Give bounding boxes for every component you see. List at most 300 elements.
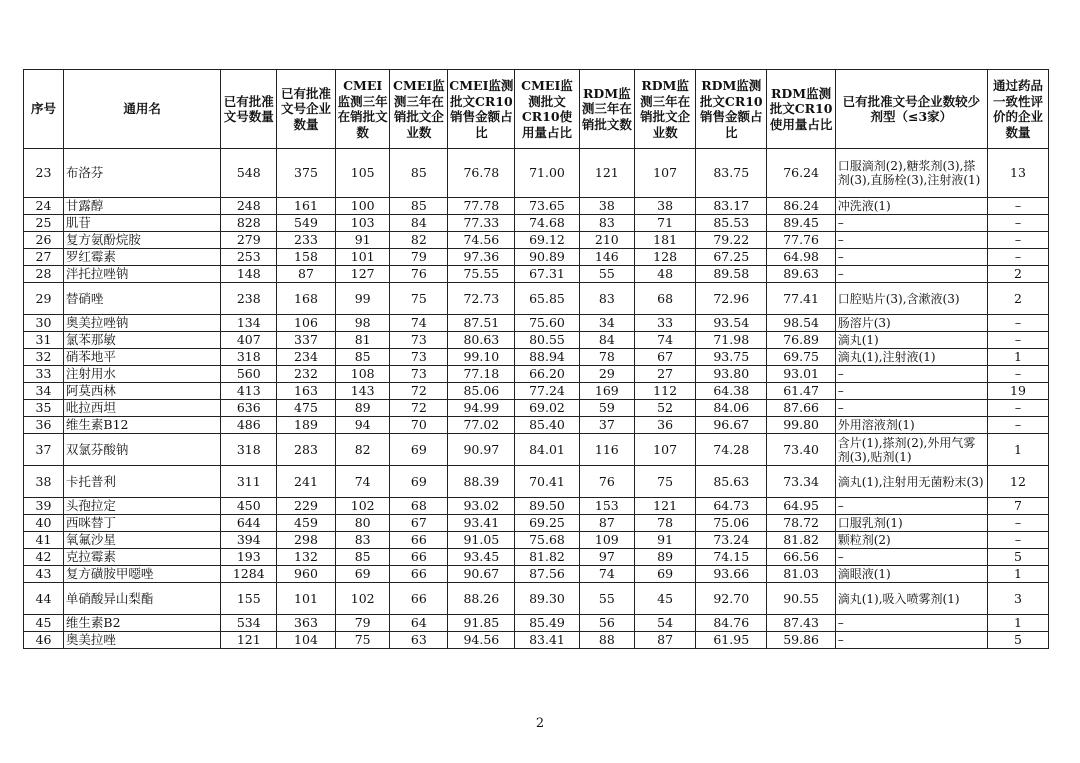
table-cell: 单硝酸异山梨酯 [63, 583, 221, 615]
table-cell: 滴眼液(1) [835, 566, 987, 583]
table-cell: 2 [987, 283, 1048, 315]
table-cell: 肌苷 [63, 215, 221, 232]
table-cell: 77.33 [448, 215, 515, 232]
table-cell: – [835, 615, 987, 632]
table-cell: 363 [277, 615, 336, 632]
table-row [24, 632, 1049, 649]
table-cell: 39 [24, 498, 64, 515]
table-cell: 66.20 [515, 366, 579, 383]
table-cell: 30 [24, 315, 64, 332]
table-cell: 87 [635, 632, 696, 649]
table-cell: 61.47 [767, 383, 835, 400]
table-cell: 西咪替丁 [63, 515, 221, 532]
table-row [24, 466, 1049, 498]
table-cell: 73 [390, 332, 448, 349]
header-cell: 序号 [24, 70, 64, 149]
table-cell: 7 [987, 498, 1048, 515]
table-cell: 阿莫西林 [63, 383, 221, 400]
table-cell: 59 [579, 400, 635, 417]
table-cell: 64.38 [696, 383, 767, 400]
table-cell: 75.06 [696, 515, 767, 532]
table-cell: 口服乳剂(1) [835, 515, 987, 532]
table-cell: 87.43 [767, 615, 835, 632]
table-cell: 罗红霉素 [63, 249, 221, 266]
table-cell: 97 [579, 549, 635, 566]
table-cell: 86.24 [767, 198, 835, 215]
table-cell: 氯苯那敏 [63, 332, 221, 349]
table-cell: 69 [390, 466, 448, 498]
table-cell: 48 [635, 266, 696, 283]
table-cell: 头孢拉定 [63, 498, 221, 515]
table-cell: 66 [390, 566, 448, 583]
table-cell: 73 [390, 349, 448, 366]
table-cell: 106 [277, 315, 336, 332]
table-cell: 93.01 [767, 366, 835, 383]
data-table [23, 69, 1049, 649]
table-cell: 克拉霉素 [63, 549, 221, 566]
table-cell: 83.75 [696, 149, 767, 198]
header-cell: RDM监测批文CR10使用量占比 [767, 70, 835, 149]
table-cell: – [835, 632, 987, 649]
table-cell: 83 [335, 532, 390, 549]
header-cell: RDM监测批文CR10销售金额占比 [696, 70, 767, 149]
table-cell: 85.53 [696, 215, 767, 232]
table-cell: 88.94 [515, 349, 579, 366]
table-row [24, 566, 1049, 583]
table-cell: 滴丸(1),注射用无菌粉末(3) [835, 466, 987, 498]
table-cell: 注射用水 [63, 366, 221, 383]
table-cell: 99.80 [767, 417, 835, 434]
table-cell: 奥美拉唑钠 [63, 315, 221, 332]
table-cell: 33 [24, 366, 64, 383]
table-cell: 72 [390, 383, 448, 400]
table-row [24, 515, 1049, 532]
table-cell: 107 [635, 434, 696, 466]
table-cell: 298 [277, 532, 336, 549]
table-cell: 19 [987, 383, 1048, 400]
table-row [24, 149, 1049, 198]
table-cell: 337 [277, 332, 336, 349]
table-cell: 硝苯地平 [63, 349, 221, 366]
table-cell: 90.55 [767, 583, 835, 615]
table-cell: 63 [390, 632, 448, 649]
table-cell: 80 [335, 515, 390, 532]
table-cell: 29 [579, 366, 635, 383]
table-body [24, 149, 1049, 649]
table-cell: 100 [335, 198, 390, 215]
table-cell: 24 [24, 198, 64, 215]
table-cell: 104 [277, 632, 336, 649]
table-cell: 109 [579, 532, 635, 549]
table-cell: 冲洗液(1) [835, 198, 987, 215]
table-cell: 93.75 [696, 349, 767, 366]
table-cell: 67.31 [515, 266, 579, 283]
table-cell: 73.40 [767, 434, 835, 466]
table-cell: 93.80 [696, 366, 767, 383]
table-cell: 35 [24, 400, 64, 417]
table-cell: 828 [221, 215, 277, 232]
table-cell: 486 [221, 417, 277, 434]
header-cell: 通用名 [63, 70, 221, 149]
table-row [24, 434, 1049, 466]
table-cell: 34 [579, 315, 635, 332]
table-cell: 28 [24, 266, 64, 283]
table-cell: 107 [635, 149, 696, 198]
header-cell: 已有批准文号企业数较少剂型（≤3家） [835, 70, 987, 149]
table-cell: 复方磺胺甲噁唑 [63, 566, 221, 583]
table-cell: 26 [24, 232, 64, 249]
table-cell: 64.95 [767, 498, 835, 515]
table-cell: – [987, 417, 1048, 434]
table-cell: 79 [335, 615, 390, 632]
table-cell: 88.39 [448, 466, 515, 498]
table-cell: 37 [24, 434, 64, 466]
table-cell: 81.03 [767, 566, 835, 583]
header-cell: CMEI监测批文CR10销售金额占比 [448, 70, 515, 149]
table-cell: 1 [987, 615, 1048, 632]
table-cell: 375 [277, 149, 336, 198]
table-cell: 234 [277, 349, 336, 366]
table-cell: 64.98 [767, 249, 835, 266]
table-cell: 87 [579, 515, 635, 532]
table-cell: 75.55 [448, 266, 515, 283]
table-cell: 128 [635, 249, 696, 266]
table-row [24, 215, 1049, 232]
table-cell: 66 [390, 532, 448, 549]
header-row [24, 70, 1049, 149]
table-cell: 79.22 [696, 232, 767, 249]
table-cell: 64 [390, 615, 448, 632]
table-cell: 168 [277, 283, 336, 315]
table-cell: 99.10 [448, 349, 515, 366]
table-cell: 38 [579, 198, 635, 215]
table-row [24, 383, 1049, 400]
table-cell: 87 [277, 266, 336, 283]
table-cell: 283 [277, 434, 336, 466]
header-cell: 通过药品一致性评价的企业数量 [987, 70, 1048, 149]
table-cell: 32 [24, 349, 64, 366]
table-cell: 43 [24, 566, 64, 583]
table-cell: 88.26 [448, 583, 515, 615]
table-cell: 67.25 [696, 249, 767, 266]
table-cell: 549 [277, 215, 336, 232]
table-cell: 98.54 [767, 315, 835, 332]
table-cell: 5 [987, 632, 1048, 649]
table-cell: 卡托普利 [63, 466, 221, 498]
table-cell: 73 [390, 366, 448, 383]
table-cell: 143 [335, 383, 390, 400]
table-cell: 74.28 [696, 434, 767, 466]
table-cell: 534 [221, 615, 277, 632]
table-cell: 布洛芬 [63, 149, 221, 198]
table-cell: 84 [579, 332, 635, 349]
table-cell: 83 [579, 215, 635, 232]
table-cell: 74.56 [448, 232, 515, 249]
table-cell: 76.24 [767, 149, 835, 198]
table-cell: 89.63 [767, 266, 835, 283]
table-cell: 55 [579, 266, 635, 283]
table-row [24, 400, 1049, 417]
table-cell: 73.34 [767, 466, 835, 498]
table-cell: 45 [24, 615, 64, 632]
table-cell: 82 [390, 232, 448, 249]
table-cell: 87.51 [448, 315, 515, 332]
table-cell: 口腔贴片(3),含漱液(3) [835, 283, 987, 315]
table-cell: – [835, 498, 987, 515]
table-cell: 41 [24, 532, 64, 549]
table-cell: 91.85 [448, 615, 515, 632]
table-cell: 116 [579, 434, 635, 466]
table-row [24, 498, 1049, 515]
table-cell: 72.96 [696, 283, 767, 315]
table-cell: 91 [635, 532, 696, 549]
table-cell: 61.95 [696, 632, 767, 649]
table-row [24, 198, 1049, 215]
table-cell: 40 [24, 515, 64, 532]
table-cell: 29 [24, 283, 64, 315]
table-cell: 38 [24, 466, 64, 498]
table-cell: – [987, 232, 1048, 249]
table-cell: 76 [390, 266, 448, 283]
table-cell: 76.89 [767, 332, 835, 349]
table-cell: 12 [987, 466, 1048, 498]
table-cell: 71.98 [696, 332, 767, 349]
table-cell: 83.17 [696, 198, 767, 215]
header-cell: CMEI监测三年在销批文数 [335, 70, 390, 149]
table-cell: 80.63 [448, 332, 515, 349]
table-cell: 泮托拉唑钠 [63, 266, 221, 283]
table-cell: – [835, 249, 987, 266]
table-cell: 248 [221, 198, 277, 215]
table-cell: 253 [221, 249, 277, 266]
table-cell: 81.82 [767, 532, 835, 549]
table-cell: 93.45 [448, 549, 515, 566]
table-cell: 69 [635, 566, 696, 583]
table-cell: 101 [277, 583, 336, 615]
table-cell: – [835, 549, 987, 566]
table-cell: 85.06 [448, 383, 515, 400]
table-cell: 279 [221, 232, 277, 249]
table-cell: 66 [390, 549, 448, 566]
table-cell: 89.30 [515, 583, 579, 615]
table-cell: 替硝唑 [63, 283, 221, 315]
table-cell: 复方氨酚烷胺 [63, 232, 221, 249]
table-cell: 74 [335, 466, 390, 498]
table-cell: – [835, 400, 987, 417]
table-cell: 33 [635, 315, 696, 332]
table-cell: 72.73 [448, 283, 515, 315]
table-row [24, 583, 1049, 615]
table-cell: 73.24 [696, 532, 767, 549]
table-cell: 69.12 [515, 232, 579, 249]
table-cell: 13 [987, 149, 1048, 198]
table-cell: 78 [635, 515, 696, 532]
table-cell: 36 [635, 417, 696, 434]
table-cell: 27 [24, 249, 64, 266]
table-cell: 甘露醇 [63, 198, 221, 215]
table-cell: 121 [221, 632, 277, 649]
table-cell: 121 [635, 498, 696, 515]
table-cell: – [987, 198, 1048, 215]
table-cell: 83 [579, 283, 635, 315]
table-cell: 氧氟沙星 [63, 532, 221, 549]
table-cell: 67 [635, 349, 696, 366]
table-row [24, 549, 1049, 566]
table-cell: 维生素B2 [63, 615, 221, 632]
table-cell: 68 [390, 498, 448, 515]
table-cell: 169 [579, 383, 635, 400]
table-cell: 475 [277, 400, 336, 417]
header-cell: CMEI监测三年在销批文企业数 [390, 70, 448, 149]
table-cell: 85 [335, 549, 390, 566]
table-cell: 56 [579, 615, 635, 632]
table-cell: 108 [335, 366, 390, 383]
table-cell: 64.73 [696, 498, 767, 515]
table-cell: 112 [635, 383, 696, 400]
table-cell: 548 [221, 149, 277, 198]
table-cell: 口服滴剂(2),糖浆剂(3),搽剂(3),直肠栓(3),注射液(1) [835, 149, 987, 198]
table-cell: 1 [987, 434, 1048, 466]
table-cell: 91.05 [448, 532, 515, 549]
table-cell: 颗粒剂(2) [835, 532, 987, 549]
table-cell: 318 [221, 434, 277, 466]
table-cell: 318 [221, 349, 277, 366]
table-cell: 91 [335, 232, 390, 249]
table-cell: 双氯芬酸钠 [63, 434, 221, 466]
table-cell: 229 [277, 498, 336, 515]
table-cell: 74.68 [515, 215, 579, 232]
table-cell: 85 [335, 349, 390, 366]
table-cell: 72 [390, 400, 448, 417]
table-cell: 69 [335, 566, 390, 583]
table-cell: 93.66 [696, 566, 767, 583]
table-row [24, 315, 1049, 332]
table-cell: 滴丸(1),注射液(1) [835, 349, 987, 366]
table-cell: 94.99 [448, 400, 515, 417]
table-cell: 73.65 [515, 198, 579, 215]
table-cell: 76.78 [448, 149, 515, 198]
table-cell: – [987, 366, 1048, 383]
table-cell: 94 [335, 417, 390, 434]
table-cell: 2 [987, 266, 1048, 283]
table-cell: 90.97 [448, 434, 515, 466]
table-cell: 31 [24, 332, 64, 349]
table-cell: 84.76 [696, 615, 767, 632]
table-cell: 644 [221, 515, 277, 532]
table-cell: 81 [335, 332, 390, 349]
header-cell: CMEI监测批文CR10使用量占比 [515, 70, 579, 149]
table-cell: 82 [335, 434, 390, 466]
table-cell: 1 [987, 349, 1048, 366]
table-cell: 71.00 [515, 149, 579, 198]
table-cell: 161 [277, 198, 336, 215]
table-cell: – [835, 366, 987, 383]
table-cell: 148 [221, 266, 277, 283]
table-cell: 74.15 [696, 549, 767, 566]
table-cell: 71 [635, 215, 696, 232]
table-cell: 85.49 [515, 615, 579, 632]
table-cell: 413 [221, 383, 277, 400]
table-cell: 23 [24, 149, 64, 198]
table-cell: 维生素B12 [63, 417, 221, 434]
table-cell: 146 [579, 249, 635, 266]
table-cell: 66.56 [767, 549, 835, 566]
table-cell: 75 [335, 632, 390, 649]
table-cell: – [987, 400, 1048, 417]
table-cell: 189 [277, 417, 336, 434]
table-cell: 241 [277, 466, 336, 498]
table-cell: 78.72 [767, 515, 835, 532]
table-cell: 69.75 [767, 349, 835, 366]
table-cell: 97.36 [448, 249, 515, 266]
table-cell: – [835, 232, 987, 249]
table-cell: 89.50 [515, 498, 579, 515]
table-cell: 394 [221, 532, 277, 549]
table-cell: 134 [221, 315, 277, 332]
table-row [24, 417, 1049, 434]
table-cell: 85.63 [696, 466, 767, 498]
table-cell: 92.70 [696, 583, 767, 615]
table-row [24, 532, 1049, 549]
table-cell: 83.41 [515, 632, 579, 649]
table-cell: 46 [24, 632, 64, 649]
table-cell: 560 [221, 366, 277, 383]
table-cell: 3 [987, 583, 1048, 615]
table-cell: – [987, 532, 1048, 549]
table-cell: 36 [24, 417, 64, 434]
table-cell: 肠溶片(3) [835, 315, 987, 332]
table-cell: 81.82 [515, 549, 579, 566]
table-cell: 77.41 [767, 283, 835, 315]
table-cell: 89.45 [767, 215, 835, 232]
table-cell: 163 [277, 383, 336, 400]
table-cell: 74 [635, 332, 696, 349]
table-cell: 70 [390, 417, 448, 434]
table-cell: 42 [24, 549, 64, 566]
table-cell: 77.76 [767, 232, 835, 249]
table-cell: 84.06 [696, 400, 767, 417]
table-cell: 76 [579, 466, 635, 498]
table-cell: 89 [335, 400, 390, 417]
table-cell: 38 [635, 198, 696, 215]
table-cell: 25 [24, 215, 64, 232]
table-cell: 75.60 [515, 315, 579, 332]
table-cell: 65.85 [515, 283, 579, 315]
table-cell: – [835, 383, 987, 400]
table-cell: 69.02 [515, 400, 579, 417]
table-cell: 94.56 [448, 632, 515, 649]
table-cell: 88 [579, 632, 635, 649]
table-cell: 74 [579, 566, 635, 583]
table-cell: 459 [277, 515, 336, 532]
table-row [24, 266, 1049, 283]
table-cell: 89 [635, 549, 696, 566]
table-cell: – [987, 249, 1048, 266]
table-cell: 44 [24, 583, 64, 615]
table-cell: 外用溶液剂(1) [835, 417, 987, 434]
table-cell: 238 [221, 283, 277, 315]
table-cell: 121 [579, 149, 635, 198]
table-cell: 96.67 [696, 417, 767, 434]
table-cell: 74 [390, 315, 448, 332]
table-cell: 127 [335, 266, 390, 283]
table-cell: 70.41 [515, 466, 579, 498]
table-cell: 102 [335, 583, 390, 615]
table-cell: 75 [390, 283, 448, 315]
table-cell: 89.58 [696, 266, 767, 283]
table-cell: 52 [635, 400, 696, 417]
table-cell: 99 [335, 283, 390, 315]
